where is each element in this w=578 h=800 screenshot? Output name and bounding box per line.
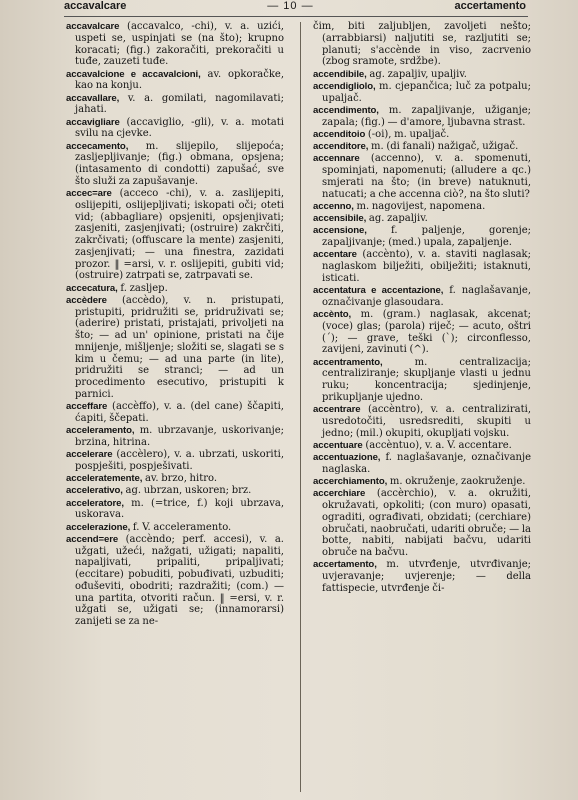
entry-headword: accentramento, <box>313 356 383 368</box>
entry-headword: accèdere <box>66 294 107 306</box>
entry-definition: m. nagovijest, napomena. <box>353 200 486 212</box>
entry-headword: accerchiamento, <box>313 476 388 487</box>
entry-headword: accentuazione, <box>313 452 381 463</box>
entry-headword: accavalcare <box>66 21 120 32</box>
dictionary-entry <box>313 285 531 309</box>
entry-headword: accentatura e accentazione, <box>313 285 444 296</box>
dictionary-entry <box>313 488 531 559</box>
entry-definition: m. (gram.) naglasak, akcenat; (voce) glas; (parola) riječ; — acuto, oštri (´); — grave, teški (`); circonflesso, zavijeni, zavinuti (^). <box>322 309 531 356</box>
dictionary-entry <box>313 440 531 452</box>
entry-headword: accentrare <box>313 404 361 415</box>
entry-definition: ag. zapaljiv, upaljiv. <box>366 68 467 80</box>
entry-definition: m. ubrzavanje, uskorivanje; brzina, hitrina. <box>75 425 284 448</box>
entry-definition: v. a. gomilati, nagomilavati; jahati. <box>75 92 284 116</box>
entry-definition: av. brzo, hitro. <box>142 473 218 484</box>
dictionary-entry <box>313 153 531 200</box>
entry-headword: accelerazione, <box>66 521 131 533</box>
entry-definition: f. V. acceleramento. <box>130 521 232 533</box>
dictionary-entry <box>66 117 284 141</box>
dictionary-entry <box>66 283 284 295</box>
entry-definition: ag. ubrzan, uskoren; brz. <box>122 485 252 497</box>
entry-headword: acceleramento, <box>66 425 135 436</box>
entry-definition: (accèffo), v. a. (del cane) ščapiti, ćapiti, ščepati. <box>75 401 284 424</box>
dictionary-entry <box>66 522 284 534</box>
entry-definition: f. naglašavanje, označivanje glasoudara. <box>322 285 531 308</box>
entry-definition: (accèlero), v. a. ubrzati, uskoriti, pospješiti, pospješivati. <box>75 449 284 472</box>
dictionary-entry <box>66 93 284 117</box>
entry-definition: čim, biti zaljubljen, zavoljeti nešto; (arrabbiarsi) naljutiti se, razljutiti se; planuti; s'accènde in viso, zacrvenio (zbog sramote, srdžbe). <box>313 21 531 68</box>
entry-headword: accavalcione e accavalcioni, <box>66 68 201 80</box>
entry-definition: f. naglašavanje, označivanje naglaska. <box>322 452 531 475</box>
entry-headword: accenno, <box>313 200 354 212</box>
entry-definition: m. zapaljivanje, užiganje; zapala; (fig.) — d'amore, ljubavna strast. <box>322 104 531 128</box>
entry-headword: accelerativo, <box>66 485 123 497</box>
entry-headword: accenditoio <box>313 128 366 140</box>
entry-definition: (accaviglio, -gli), v. a. motati svilu na cjevke. <box>75 116 284 140</box>
dictionary-entry <box>66 141 284 188</box>
header-right-guideword: accertamento <box>454 0 526 12</box>
entry-headword: accerchiare <box>313 488 366 500</box>
dictionary-entry <box>313 69 531 81</box>
entry-headword: accendigliolo, <box>313 80 376 92</box>
entry-definition: m. slijepilo, slijepoća; zasljepljivanje; (fig.) obmana, opsjena; (intasamento di condotti) zapušać, sve što služi za zapušavanje. <box>75 140 284 187</box>
entry-headword: accecatura, <box>66 282 118 294</box>
entry-headword: accend=ere <box>66 533 119 545</box>
entry-definition: (accèntro), v. a. centralizirati, usredotočiti, usredsrediti, skupiti u jedno; (mil.) okupiti, okupljati vojsku. <box>322 404 531 439</box>
entry-headword: accensibile, <box>313 213 367 224</box>
entry-headword: accavigliare <box>66 116 120 128</box>
left-column <box>66 21 284 628</box>
dictionary-entry <box>66 485 284 497</box>
dictionary-entry <box>66 188 284 282</box>
entry-headword: accentare <box>313 249 357 261</box>
entry-headword: acceleratemente, <box>66 473 143 484</box>
dictionary-entry <box>313 81 531 105</box>
column-divider <box>300 22 301 792</box>
dictionary-entry <box>313 21 531 68</box>
entry-headword: accenditore, <box>313 141 369 152</box>
entry-definition: f. paljenje, gorenje; zapaljivanje; (med.) upala, zapaljenje. <box>322 225 531 248</box>
right-column <box>313 21 531 595</box>
entry-headword: accensione, <box>313 225 367 237</box>
entry-definition: m. (di fanali) nažigač, užigač. <box>368 141 519 152</box>
entry-headword: accelerare <box>66 449 113 460</box>
entry-definition: (accavalco, -chi), v. a. uzići, uspeti se, uspinjati se (na što); krupno koracati; (fig.) zakoračiti, prekoračiti u tuđe, zauzeti tuđe. <box>75 21 284 68</box>
entry-definition: m. cjepančica; luč za potpalu; upaljač. <box>322 80 531 104</box>
entry-headword: accendibile, <box>313 68 367 80</box>
dictionary-entry <box>66 21 284 68</box>
entry-definition: (accèndo; perf. accesi), v. a. užgati, užeći, nažgati, užigati; napaliti, napaljivati, pripaliti, pripaljivati; (eccitare) pobuditi, pobuđivati, uzbuditi; ođuševiti, obodriti; razdražiti; (com.) — una partita, otvoriti račun. ‖ =ersi, v. r. užgati se, užigati se; (innamorarsi) zanijeti se za ne- <box>75 533 284 627</box>
dictionary-entry <box>66 534 284 628</box>
entry-definition: (acceco -chi), v. a. zaslijepiti, oslijepiti, oslijepljivati; iskopati oči; oteti vid; (abbagliare) opsjeniti, opsjenjivati; zasjeniti, zasjenjivati; (ostruire) zakrčiti, zakrčivati; (offuscare la mente) zasjeniti, zasjenjivati; — una finestra, zazidati prozor. ‖ =arsi, v. r. oslijepiti, gubiti vid; (ostruire) zatrpati se, zatrpavati se. <box>75 188 284 282</box>
entry-definition: (accèdo), v. n. pristupati, pristupiti, pridružiti se, pridruživati se; (aderire) pristati, pristajati, privoljeti na što; — ad un' opinione, pristati na čije mnijenje, mišljenje; složiti se, slagati se s kim u čemu; — ad una parte (in lite), pridružiti se stranci; — ad un procedimento esecutivo, pristupiti k parnici. <box>75 294 284 400</box>
dictionary-entry <box>66 295 284 401</box>
dictionary-entry <box>313 559 531 594</box>
entry-definition: f. zasljep. <box>117 282 168 294</box>
dictionary-entry <box>66 498 284 522</box>
entry-headword: accecamento, <box>66 140 129 152</box>
entry-headword: accennare <box>313 153 360 165</box>
entry-definition: (accèntuo), v. a. V. accentare. <box>362 439 512 451</box>
dictionary-entry <box>66 69 284 93</box>
dictionary-entry <box>313 452 531 476</box>
entry-headword: accènto, <box>313 309 352 320</box>
entry-headword: acceleratore, <box>66 497 124 509</box>
header-rule <box>64 16 528 17</box>
dictionary-entry <box>66 473 284 485</box>
dictionary-entry <box>313 129 531 141</box>
dictionary-entry <box>66 401 284 425</box>
entry-definition: (accèrchio), v. a. okružiti, okružavati, opkoliti; (con muro) opasati, ograditi, ograđivati, obzidati; (cerchiare) obručati, naobručati, udariti obruče; — la botte, nabiti, nabijati bačvu, udariti obruče na bačvu. <box>322 488 531 558</box>
dictionary-entry <box>313 141 531 153</box>
entry-definition: m. centralizacija; centraliziranje; skupljanje vlasti u jednu ruku; koncentracija; sjedinjenje, prikupljanje ujedno. <box>322 356 531 403</box>
entry-definition: ag. zapaljiv. <box>366 213 428 224</box>
dictionary-entry <box>313 476 531 488</box>
entry-headword: accavallare, <box>66 92 120 104</box>
entry-definition: av. opkoračke, kao na konju. <box>75 68 284 92</box>
entry-definition: (accènto), v. a. staviti naglasak; naglaskom bilježiti, obilježiti; istaknuti, isticati. <box>322 249 531 284</box>
dictionary-entry <box>313 249 531 284</box>
dictionary-entry <box>66 449 284 473</box>
entry-definition: (-oi), m. upaljač. <box>365 128 450 140</box>
dictionary-entry <box>313 201 531 213</box>
dictionary-entry <box>66 425 284 449</box>
entry-definition: m. okruženje, zaokruženje. <box>387 476 526 487</box>
header-left-guideword: accavalcare <box>64 0 127 12</box>
dictionary-entry <box>313 404 531 439</box>
entry-headword: accec=are <box>66 188 112 199</box>
entry-definition: m. utvrđenje, utvrđivanje; uvjeravanje; uvjerenje; — della fattispecie, utvrđenje či- <box>322 559 531 594</box>
dictionary-entry <box>313 105 531 129</box>
entry-headword: accertamento, <box>313 559 377 571</box>
entry-definition: (accenno), v. a. spomenuti, spominjati, napomenuti; (alludere a qc.) smjerati na što; (in breve) natuknuti, natucati; a che accenna ciò?, na što sluti? <box>322 153 531 200</box>
dictionary-entry <box>313 309 531 356</box>
dictionary-entry <box>313 357 531 404</box>
dictionary-entry <box>313 225 531 249</box>
page-header <box>64 0 526 14</box>
entry-headword: accentuare <box>313 439 363 451</box>
entry-headword: accendimento, <box>313 104 379 116</box>
entry-headword: acceffare <box>66 401 108 412</box>
page-number: — 10 — <box>267 0 314 12</box>
dictionary-entry <box>313 213 531 225</box>
entry-definition: m. (=trice, f.) koji ubrzava, uskorava. <box>75 497 284 521</box>
